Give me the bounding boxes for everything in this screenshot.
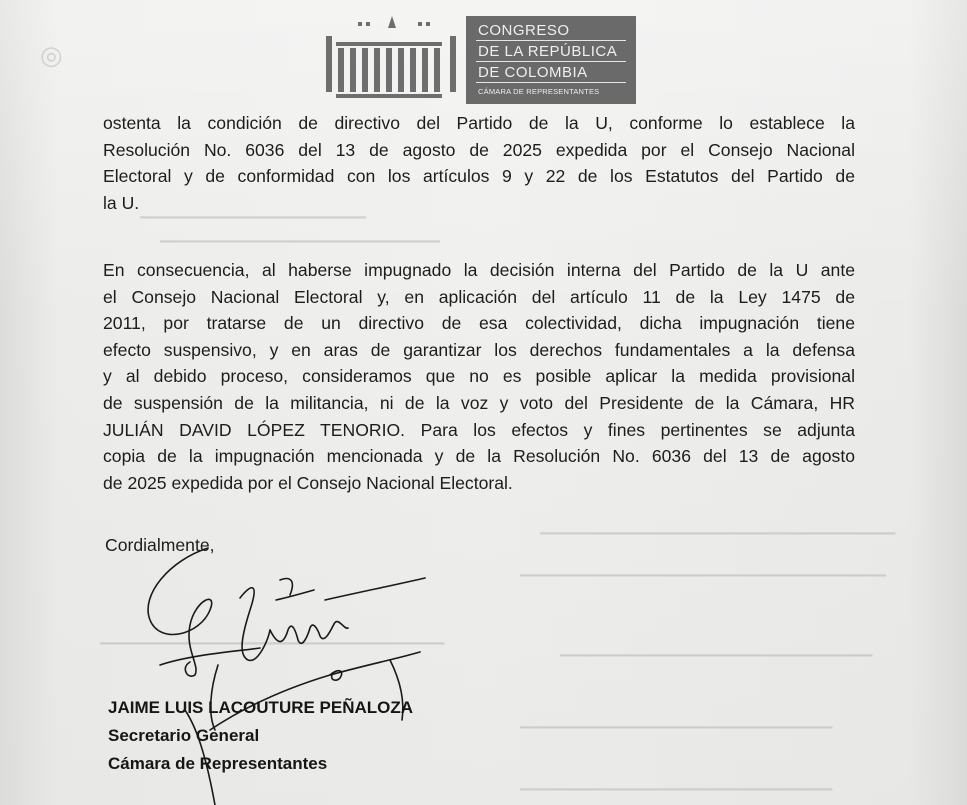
congress-logo [322, 14, 636, 106]
closing-salutation: Cordialmente, [105, 535, 215, 555]
logo-line: DE COLOMBIA [478, 64, 588, 81]
text-line: 2011, por tratarse de un directivo de esa colectividad, dicha impugnación tiene [103, 313, 855, 334]
signatory-block [108, 694, 413, 778]
text-line: ostenta la condición de directivo del Partido de la U, conforme lo establece la [103, 113, 855, 133]
bleed-through-mark: ▁▁▁▁▁▁▁▁▁▁▁▁▁▁▁▁▁▁▁▁▁▁▁▁▁▁▁▁▁▁▁▁▁ [540, 518, 896, 534]
logo-divider [476, 40, 626, 41]
bleed-through-mark: ▁▁▁▁▁▁▁▁▁▁▁▁▁▁▁▁▁▁▁▁▁▁▁▁▁▁▁▁▁ [520, 712, 833, 728]
logo-line: CONGRESO [478, 22, 570, 39]
text-line: JULIÁN DAVID LÓPEZ TENORIO. Para los efectos y fines pertinentes se adjunta [103, 419, 855, 440]
text-line: Resolución No. 6036 del 13 de agosto de 2025 expedida por el Consejo Nacional [103, 139, 855, 160]
paragraph-2 [103, 257, 855, 496]
logo-divider [476, 61, 626, 62]
signatory-name: JAIME LUIS LACOUTURE PEÑALOZA [108, 698, 414, 717]
text-line: Electoral y de conformidad con los artículos 9 y 22 de los Estatutos del Partido de [103, 166, 855, 187]
logo-line: DE LA REPÚBLICA [478, 43, 618, 60]
text-line: de suspensión de la militancia, ni de la voz y voto del Presidente de la Cámara, HR [103, 392, 855, 413]
text-line: de 2025 expedida por el Consejo Nacional Electoral. [103, 472, 513, 493]
bleed-through-mark: ▁▁▁▁▁▁▁▁▁▁▁▁▁▁▁▁▁▁▁▁▁▁▁▁▁▁▁▁▁ [520, 774, 833, 790]
text-line: y al debido proceso, consideramos que no es posible aplicar la medida provisional [103, 366, 855, 387]
bleed-through-mark: ▁▁▁▁▁▁▁▁▁▁▁▁▁▁▁▁▁▁▁▁▁▁▁▁▁▁▁▁▁ [560, 640, 873, 656]
signatory-title: Secretario General [108, 726, 260, 745]
signatory-office: Cámara de Representantes [108, 754, 328, 773]
paragraph-1 [103, 110, 855, 216]
bleed-through-mark: ◎ [40, 40, 63, 70]
bleed-through-mark: ▁▁▁▁▁▁▁▁▁▁▁▁▁▁▁▁▁▁▁▁▁▁▁▁▁▁▁▁▁▁▁▁ [100, 628, 445, 644]
logo-text-panel [466, 16, 636, 104]
bleed-through-mark: ▁▁▁▁▁▁▁▁▁▁▁▁▁▁▁▁▁▁▁▁▁▁▁▁▁▁ [160, 226, 440, 242]
bleed-through-mark: ▁▁▁▁▁▁▁▁▁▁▁▁▁▁▁▁▁▁▁▁▁ [140, 202, 367, 218]
capitol-columns-logo-icon [322, 14, 462, 106]
logo-divider [476, 82, 626, 83]
text-line: copia de la impugnación mencionada y de la Resolución No. 6036 del 13 de agosto [103, 446, 855, 467]
bleed-through-mark: ▁▁▁▁▁▁▁▁▁▁▁▁▁▁▁▁▁▁▁▁▁▁▁▁▁▁▁▁▁▁▁▁▁▁ [520, 560, 887, 576]
text-line: efecto suspensivo, y en aras de garantizar los derechos fundamentales a la defensa [103, 339, 855, 360]
text-line: En consecuencia, al haberse impugnado la decisión interna del Partido de la U ante [103, 260, 855, 280]
text-line: el Consejo Nacional Electoral y, en aplicación del artículo 11 de la Ley 1475 de [103, 286, 855, 307]
text-line: la U. [103, 192, 140, 213]
logo-line: CÁMARA DE REPRESENTANTES [478, 87, 600, 96]
